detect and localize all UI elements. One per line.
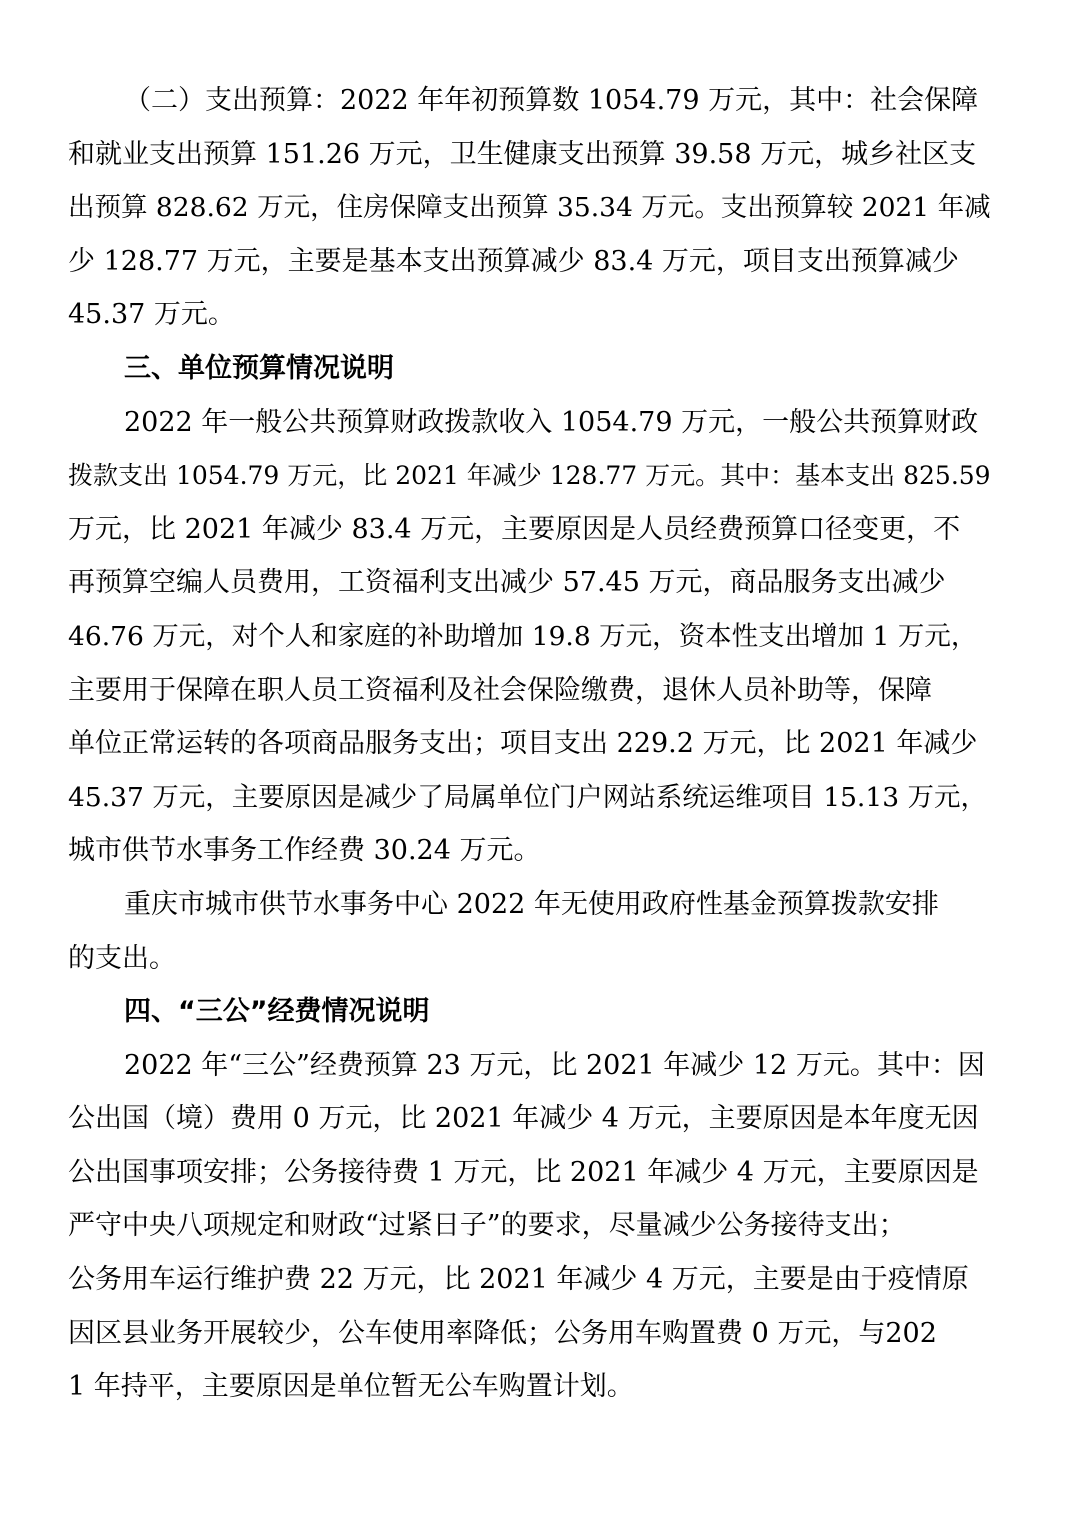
- text-line: 公出国（境）费用 0 万元，比 2021 年减少 4 万元，主要原因是本年度无因: [68, 1103, 979, 1135]
- text-line: 45.37 万元，主要原因是减少了局属单位门户网站系统运维项目 15.13 万元，: [68, 781, 987, 813]
- text-line: 主要用于保障在职人员工资福利及社会保险缴费，退休人员补助等，保障: [68, 674, 932, 706]
- text-line: 少 128.77 万元，主要是基本支出预算减少 83.4 万元，项目支出预算减少: [68, 245, 959, 277]
- text-line: 公务用车运行维护费 22 万元，比 2021 年减少 4 万元，主要是由于疫情原: [68, 1264, 969, 1296]
- section-heading-three-public-expenses: 四、“三公”经费情况说明: [124, 996, 430, 1028]
- text-line: 的支出。: [68, 942, 176, 974]
- text-line: 出预算 828.62 万元，住房保障支出预算 35.34 万元。支出预算较 2021 年减: [68, 192, 991, 224]
- text-line: 万元，比 2021 年减少 83.4 万元，主要原因是人员经费预算口径变更，不: [68, 513, 961, 545]
- text-line: 公出国事项安排；公务接待费 1 万元，比 2021 年减少 4 万元，主要原因是: [68, 1156, 979, 1188]
- expenditure-budget-paragraph: [68, 74, 994, 342]
- text-line: 46.76 万元，对个人和家庭的补助增加 19.8 万元，资本性支出增加 1 万元，: [68, 620, 978, 652]
- text-line: 和就业支出预算 151.26 万元，卫生健康支出预算 39.58 万元，城乡社区支: [68, 138, 977, 170]
- fund-budget-paragraph: [68, 878, 994, 985]
- text-line: 重庆市城市供节水事务中心 2022 年无使用政府性基金预算拨款安排: [124, 888, 939, 920]
- three-public-expenses-paragraph: [68, 1039, 994, 1414]
- text-line: 严守中央八项规定和财政“过紧日子”的要求，尽量减少公务接待支出；: [68, 1210, 906, 1242]
- text-line: 45.37 万元。: [68, 299, 235, 331]
- section-heading-unit-budget: 三、单位预算情况说明: [124, 352, 394, 384]
- text-line: 2022 年一般公共预算财政拨款收入 1054.79 万元，一般公共预算财政: [124, 406, 979, 438]
- text-line: 因区县业务开展较少，公车使用率降低；公务用车购置费 0 万元，与202: [68, 1317, 937, 1349]
- text-line: 再预算空编人员费用，工资福利支出减少 57.45 万元，商品服务支出减少: [68, 567, 946, 599]
- text-line: 城市供节水事务工作经费 30.24 万元。: [68, 835, 541, 867]
- text-line: 2022 年“三公”经费预算 23 万元，比 2021 年减少 12 万元。其中：因: [124, 1049, 985, 1081]
- text-line: 拨款支出 1054.79 万元，比 2021 年减少 128.77 万元。其中：基本支出 825.59: [68, 461, 991, 491]
- document-page: [68, 74, 994, 1414]
- text-line: 1 年持平，主要原因是单位暂无公车购置计划。: [68, 1371, 634, 1403]
- text-line: 单位正常运转的各项商品服务支出；项目支出 229.2 万元，比 2021 年减少: [68, 728, 978, 760]
- text-line: （二）支出预算：2022 年年初预算数 1054.79 万元，其中：社会保障: [124, 85, 979, 116]
- unit-budget-paragraph: [68, 396, 994, 878]
